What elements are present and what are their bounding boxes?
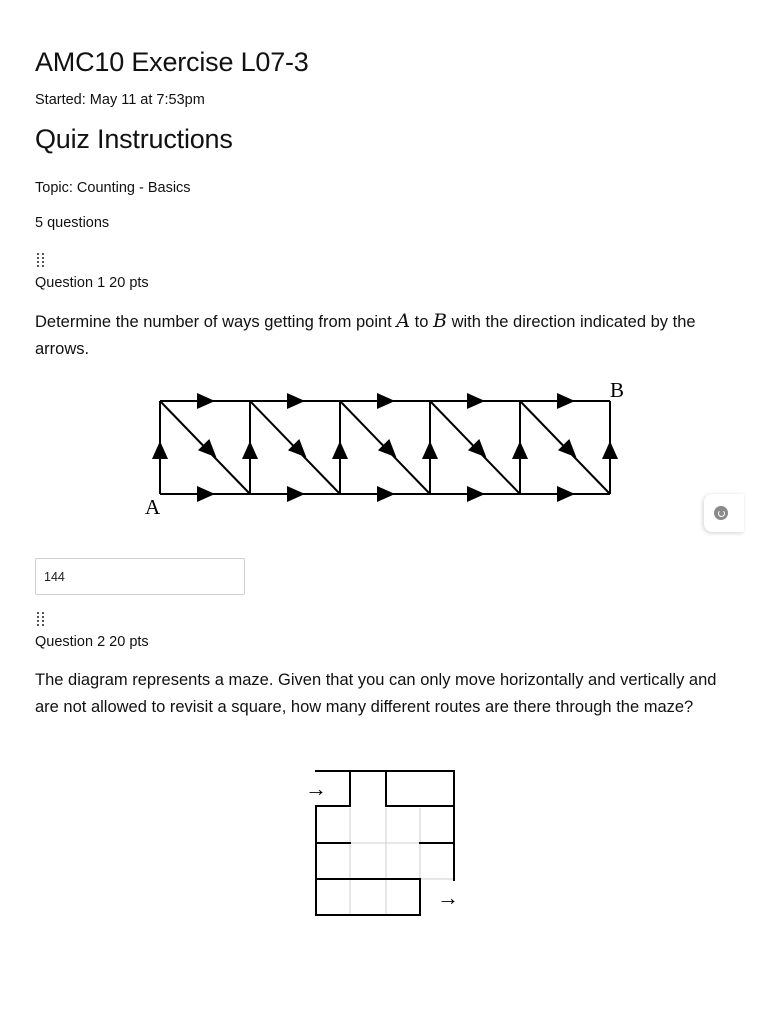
quiz-topic: Topic: Counting - Basics (35, 180, 191, 196)
maze-diagram (300, 762, 475, 922)
question-1-text-part: with the direction indicated by the arrows. (35, 313, 696, 358)
point-a-label: A (145, 495, 161, 519)
arrow-right-bottom (557, 486, 575, 502)
instructions-title: Quiz Instructions (35, 124, 233, 154)
arrow-right-top (377, 393, 395, 409)
arrow-up (152, 441, 168, 459)
question-2-text: The diagram represents a maze. Given that you can only move horizontally and vertically and are not allowed to revisit a square, how many different routes are there through the maze? (35, 671, 717, 716)
arrow-up (602, 441, 618, 459)
maze-exit-arrow: → (437, 885, 459, 910)
drag-handle-icon[interactable] (37, 253, 47, 269)
started-timestamp: Started: May 11 at 7:53pm (35, 92, 205, 108)
question-1-text-part: to (410, 313, 434, 331)
feedback-icon[interactable] (704, 494, 744, 532)
arrow-grid-diagram (130, 372, 640, 522)
maze-entry-arrow: → (305, 776, 327, 801)
arrow-right-top (287, 393, 305, 409)
point-b-symbol: B (433, 310, 447, 332)
arrow-up (512, 441, 528, 459)
arrow-right-bottom (287, 486, 305, 502)
arrow-right-bottom (467, 486, 485, 502)
point-a-symbol: A (396, 310, 411, 332)
question-count: 5 questions (35, 215, 110, 231)
arrow-right-top (557, 393, 575, 409)
feedback-knob-icon (714, 506, 728, 520)
question-1-header: Question 1 20 pts (35, 275, 149, 291)
arrow-right-top (467, 393, 485, 409)
quiz-title: AMC10 Exercise L07-3 (35, 47, 309, 77)
arrow-right-top (197, 393, 215, 409)
arrow-up (242, 441, 258, 459)
question-1-answer-input[interactable] (35, 558, 245, 595)
drag-handle-icon[interactable] (37, 612, 47, 628)
arrow-right-bottom (377, 486, 395, 502)
point-b-label: B (610, 378, 625, 402)
arrow-up (332, 441, 348, 459)
question-2-header: Question 2 20 pts (35, 634, 149, 650)
arrow-right-bottom (197, 486, 215, 502)
question-1-text (35, 308, 735, 363)
arrow-up (422, 441, 438, 459)
question-1-text-part: Determine the number of ways getting from point (35, 313, 397, 331)
